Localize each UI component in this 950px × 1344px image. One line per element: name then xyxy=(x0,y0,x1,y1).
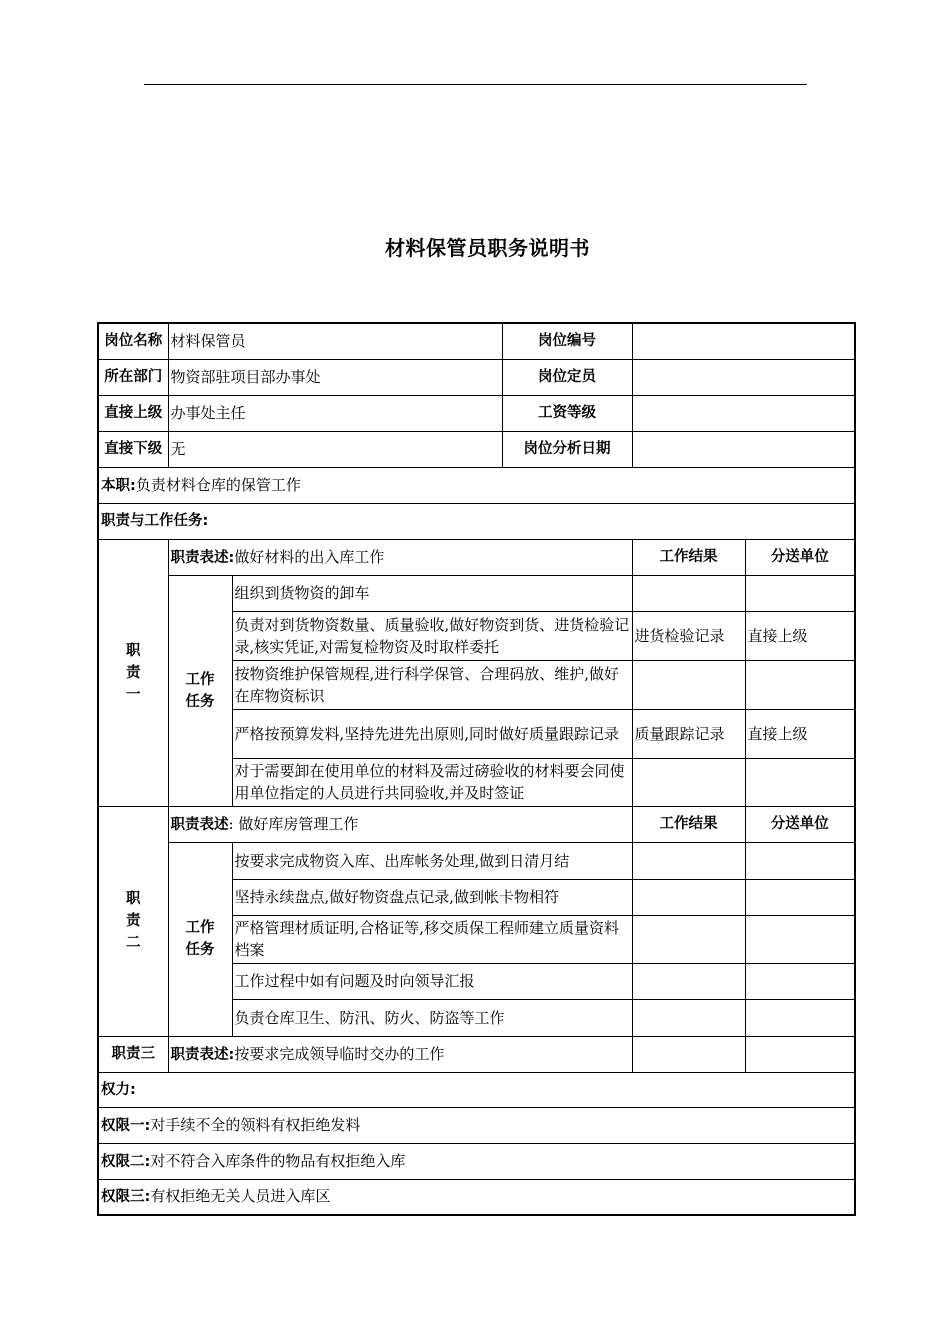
duty2-result-header: 工作结果 xyxy=(632,806,745,842)
authority-row xyxy=(98,1179,855,1215)
department-value: 物资部驻项目部办事处 xyxy=(168,359,502,395)
duty2-desc-label: 职责表述 xyxy=(170,816,229,833)
duty1-header-row xyxy=(98,539,855,575)
duty1-task-text: 严格按预算发料,坚持先进先出原则,同时做好质量跟踪记录 xyxy=(232,709,632,758)
duty2-task-send xyxy=(745,963,855,999)
duty1-task-row xyxy=(98,575,855,611)
position-code-value xyxy=(632,323,855,359)
duty1-desc-label: 职责表述: xyxy=(170,549,235,566)
duty2-desc: : 做好库房管理工作 xyxy=(228,814,359,833)
superior-value: 办事处主任 xyxy=(168,395,502,431)
duty2-task-text: 按要求完成物资入库、出库帐务处理,做到日清月结 xyxy=(232,842,632,879)
duty2-task-result xyxy=(632,915,745,963)
duty1-task-send xyxy=(745,575,855,611)
subordinate-value: 无 xyxy=(168,431,502,467)
duty-summary-label: 本职: xyxy=(101,477,136,494)
duty2-task-send xyxy=(745,842,855,879)
duty2-header-row xyxy=(98,806,855,842)
duty3-send xyxy=(745,1036,855,1072)
duty1-task-text: 负责对到货物资数量、质量验收,做好物资到货、进货检验记录,核实凭证,对需复检物资及时取样委托 xyxy=(232,611,632,660)
duty2-task-send xyxy=(745,999,855,1036)
header-rule xyxy=(144,84,807,85)
duty2-task-text: 负责仓库卫生、防汛、防火、防盗等工作 xyxy=(232,999,632,1036)
analysis-date-value xyxy=(632,431,855,467)
grade-label: 工资等级 xyxy=(502,395,632,431)
row-duties-header xyxy=(98,503,855,539)
duty1-send-header: 分送单位 xyxy=(745,539,855,575)
row-department xyxy=(98,359,855,395)
authority-label: 权限一: xyxy=(101,1117,151,1134)
duty1-task-send xyxy=(745,660,855,709)
duty3-result xyxy=(632,1036,745,1072)
authority-row xyxy=(98,1107,855,1143)
duty3-desc-label: 职责表述: xyxy=(170,1046,235,1063)
duty3-row xyxy=(98,1036,855,1072)
duty1-task-result: 进货检验记录 xyxy=(632,611,745,660)
authority-header: 权力: xyxy=(98,1072,855,1107)
department-label: 所在部门 xyxy=(98,359,168,395)
headcount-label: 岗位定员 xyxy=(502,359,632,395)
duty1-task-result xyxy=(632,660,745,709)
duty2-task-result xyxy=(632,999,745,1036)
duty1-task-result xyxy=(632,575,745,611)
superior-label: 直接上级 xyxy=(98,395,168,431)
duty1-task-send xyxy=(745,758,855,806)
duty2-task-result xyxy=(632,879,745,915)
row-subordinate xyxy=(98,431,855,467)
duty1-task-text: 按物资维护保管规程,进行科学保管、合理码放、维护,做好在库物资标识 xyxy=(232,660,632,709)
duty1-task-result xyxy=(632,758,745,806)
duty1-desc: 做好材料的出入库工作 xyxy=(234,547,385,566)
duty-summary-text: 负责材料仓库的保管工作 xyxy=(135,475,301,494)
authority-text: 对不符合入库条件的物品有权拒绝入库 xyxy=(150,1151,406,1170)
authority-row xyxy=(98,1143,855,1179)
duty2-task-row xyxy=(98,842,855,879)
grade-value xyxy=(632,395,855,431)
duty2-task-send xyxy=(745,879,855,915)
duty1-task-text: 组织到货物资的卸车 xyxy=(232,575,632,611)
duty1-result-header: 工作结果 xyxy=(632,539,745,575)
duty1-task-label: 工作 任务 xyxy=(168,575,232,806)
duty1-task-text: 对于需要卸在使用单位的材料及需过磅验收的材料要会同使用单位指定的人员进行共同验收,并及时签证 xyxy=(232,758,632,806)
authority-text: 有权拒绝无关人员进入库区 xyxy=(150,1187,331,1206)
job-description-table xyxy=(97,322,856,1216)
duty2-label: 职 责 二 xyxy=(98,806,168,1036)
duty1-task-result: 质量跟踪记录 xyxy=(632,709,745,758)
duty1-label: 职 责 一 xyxy=(98,539,168,806)
row-duty-summary xyxy=(98,467,855,503)
row-position-name xyxy=(98,323,855,359)
duty2-task-result xyxy=(632,842,745,879)
duties-header: 职责与工作任务: xyxy=(98,503,855,539)
duty2-task-text: 严格管理材质证明,合格证等,移交质保工程师建立质量资料档案 xyxy=(232,915,632,963)
position-code-label: 岗位编号 xyxy=(502,323,632,359)
duty3-desc: 按要求完成领导临时交办的工作 xyxy=(234,1044,445,1063)
position-name-label: 岗位名称 xyxy=(98,323,168,359)
row-superior xyxy=(98,395,855,431)
analysis-date-label: 岗位分析日期 xyxy=(502,431,632,467)
authority-label: 权限二: xyxy=(101,1153,151,1170)
document-title: 材料保管员职务说明书 xyxy=(385,236,590,260)
duty2-task-result xyxy=(632,963,745,999)
duty2-task-send xyxy=(745,915,855,963)
duty2-send-header: 分送单位 xyxy=(745,806,855,842)
headcount-value xyxy=(632,359,855,395)
authority-label: 权限三: xyxy=(101,1189,151,1206)
position-name-value: 材料保管员 xyxy=(168,323,502,359)
subordinate-label: 直接下级 xyxy=(98,431,168,467)
duty3-label: 职责三 xyxy=(98,1036,168,1072)
duty2-task-text: 坚持永续盘点,做好物资盘点记录,做到帐卡物相符 xyxy=(232,879,632,915)
duty1-task-send: 直接上级 xyxy=(745,709,855,758)
row-authority-header xyxy=(98,1072,855,1107)
duty1-task-send: 直接上级 xyxy=(745,611,855,660)
authority-text: 对手续不全的领料有权拒绝发料 xyxy=(150,1115,361,1134)
duty2-task-label: 工作 任务 xyxy=(168,842,232,1036)
duty2-task-text: 工作过程中如有问题及时向领导汇报 xyxy=(232,963,632,999)
